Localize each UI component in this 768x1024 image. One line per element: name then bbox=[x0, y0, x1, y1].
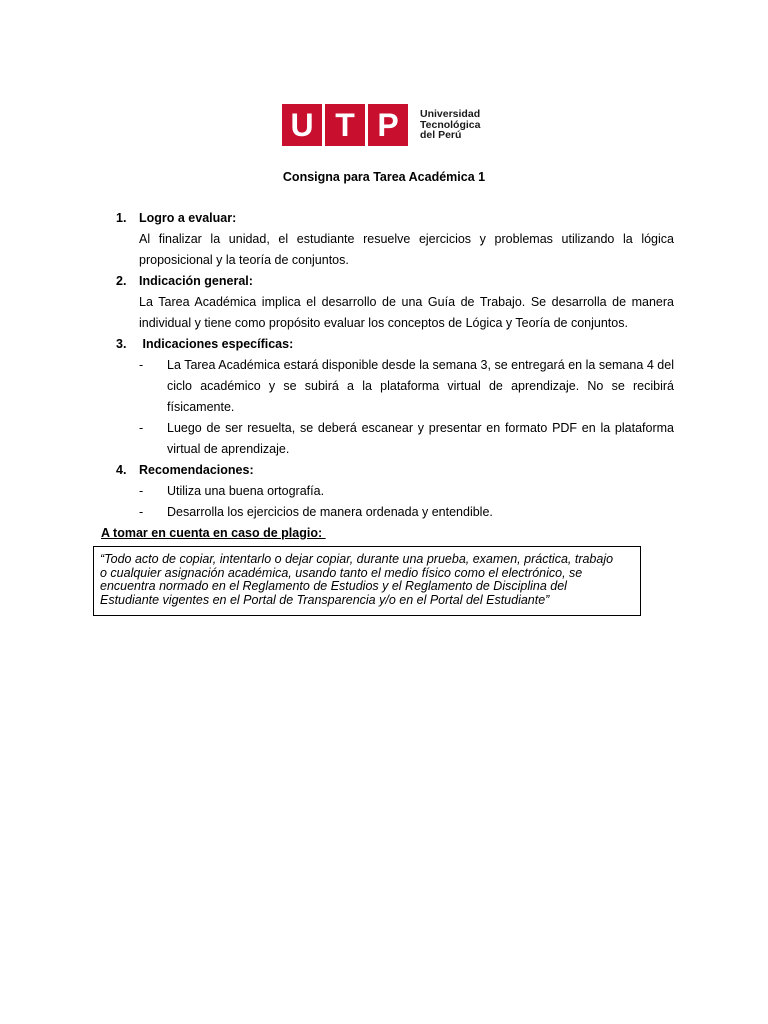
logo-letter-u: U bbox=[282, 104, 322, 146]
logo-line: Universidad bbox=[420, 108, 481, 121]
plagiarism-quote-box bbox=[93, 546, 641, 616]
quote-line: encuentra normado en el Reglamento de Estudios y el Reglamento de Disciplina del bbox=[100, 579, 567, 593]
bullet-text: Luego de ser resuelta, se deberá escanear y presentar en formato PDF en la plataforma virtual de aprendizaje. bbox=[167, 421, 674, 456]
bullet-text: Desarrolla los ejercicios de manera ordenada y entendible. bbox=[167, 505, 493, 519]
section-number: 1. bbox=[116, 211, 127, 225]
section-heading-indicaciones-especificas bbox=[116, 334, 674, 355]
document-title: Consigna para Tarea Académica 1 bbox=[282, 170, 486, 184]
quote-line: Estudiante vigentes en el Portal de Transparencia y/o en el Portal del Estudiante” bbox=[100, 592, 550, 607]
section-number: 2. bbox=[116, 274, 127, 288]
logo-line: del Perú bbox=[420, 129, 462, 142]
section-heading-recomendaciones bbox=[116, 460, 674, 481]
section-heading-indicacion-general bbox=[116, 271, 674, 292]
section-number: 3. bbox=[116, 337, 127, 351]
section-heading-text: Logro a evaluar: bbox=[139, 211, 237, 225]
list-item bbox=[116, 355, 674, 418]
utp-logo bbox=[282, 104, 480, 146]
list-item bbox=[116, 502, 674, 523]
section-body-logro: Al finalizar la unidad, el estudiante resuelve ejercicios y problemas utilizando la lógica proposicional y la teoría de conjuntos. bbox=[139, 232, 674, 267]
bullet-text: Utiliza una buena ortografía. bbox=[167, 484, 325, 498]
section-number: 4. bbox=[116, 463, 127, 477]
bullet-dash: - bbox=[139, 484, 144, 498]
section-heading-logro bbox=[116, 208, 674, 229]
plagiarism-heading: A tomar en cuenta en caso de plagio: bbox=[101, 526, 326, 540]
logo-letter-p: P bbox=[368, 104, 408, 146]
bullet-text: La Tarea Académica estará disponible desde la semana 3, se entregará en la semana 4 del ciclo académico y se subirá a la plataforma virtual de aprendizaje. No se recibirá físicamente. bbox=[167, 358, 674, 414]
section-heading-text: Indicación general: bbox=[139, 274, 253, 288]
logo-letters bbox=[282, 104, 408, 146]
logo-wordmark bbox=[420, 109, 480, 141]
logo-line: Tecnológica bbox=[420, 118, 481, 131]
bullet-dash: - bbox=[139, 358, 144, 372]
quote-line: “Todo acto de copiar, intentarlo o dejar copiar, durante una prueba, examen, práctica, trabajo bbox=[100, 552, 614, 566]
list-item bbox=[116, 418, 674, 460]
list-item bbox=[116, 481, 674, 502]
section-heading-text: Indicaciones específicas: bbox=[139, 337, 294, 351]
section-body-indicacion-general: La Tarea Académica implica el desarrollo de una Guía de Trabajo. Se desarrolla de manera individual y tiene como propósito evaluar los conceptos de Lógica y Teoría de conjuntos. bbox=[139, 295, 674, 330]
document-body bbox=[116, 208, 674, 523]
logo-letter-t: T bbox=[325, 104, 365, 146]
bullet-dash: - bbox=[139, 421, 144, 435]
bullet-dash: - bbox=[139, 505, 144, 519]
quote-line: o cualquier asignación académica, usando tanto el medio físico como el electrónico, se bbox=[100, 565, 583, 580]
section-heading-text: Recomendaciones: bbox=[139, 463, 254, 477]
